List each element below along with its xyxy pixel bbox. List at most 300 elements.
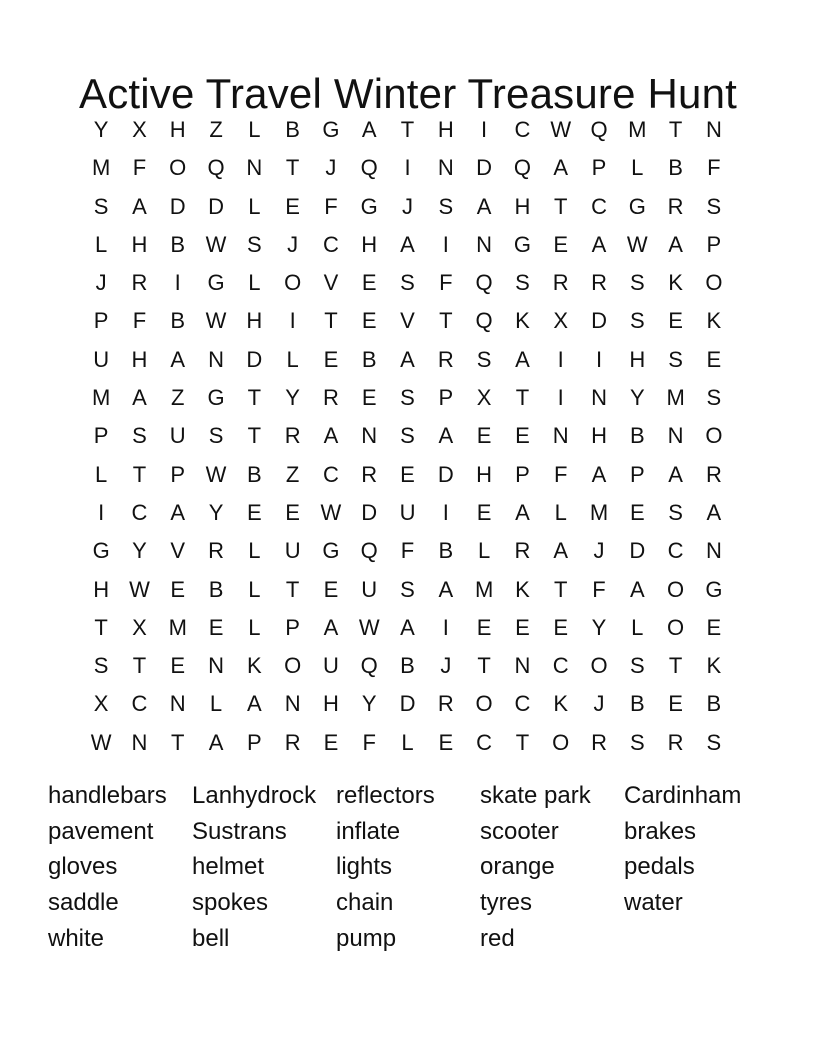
grid-cell: I (289, 308, 296, 334)
grid-cell: E (170, 576, 186, 602)
grid-cell: A (591, 231, 607, 257)
grid-cell: N (284, 691, 301, 717)
grid-cell: S (706, 385, 722, 411)
grid-cell: D (208, 193, 224, 219)
grid-cell: S (132, 423, 147, 449)
grid-cell: G (513, 231, 531, 257)
grid-cell: O (667, 576, 685, 602)
grid-cell: G (628, 193, 646, 219)
grid-cell: H (131, 346, 148, 372)
grid-cell: J (593, 538, 605, 564)
grid-cell: U (399, 499, 416, 525)
word-list-item: gloves (48, 853, 118, 881)
grid-cell: U (322, 653, 339, 679)
grid-cell: J (593, 691, 605, 717)
grid-cell: E (438, 729, 454, 755)
word-list-item: skate park (480, 782, 591, 809)
grid-cell: F (362, 729, 376, 755)
grid-cell: Y (361, 691, 377, 717)
grid-cell: V (170, 538, 186, 564)
grid-cell: T (285, 155, 300, 181)
grid-cell: R (322, 385, 339, 411)
grid-cell: Y (208, 499, 224, 525)
grid-cell: E (170, 653, 186, 679)
grid-cell: S (400, 385, 415, 411)
grid-cell: T (553, 193, 568, 219)
word-list-item: bell (192, 924, 230, 952)
grid-cell: A (438, 423, 454, 449)
grid-cell: A (476, 193, 492, 219)
grid-cell: N (591, 385, 607, 411)
grid-cell: N (208, 346, 224, 372)
grid-cell: C (514, 691, 531, 717)
grid-cell: R (437, 346, 454, 372)
grid-cell: W (205, 308, 227, 334)
grid-cell: A (629, 576, 645, 602)
grid-cell: E (476, 499, 492, 525)
grid-cell: I (442, 499, 449, 525)
grid-cell: T (439, 308, 453, 334)
grid-cell: S (208, 423, 224, 449)
grid-cell: N (361, 423, 378, 449)
grid-cell: A (132, 193, 147, 219)
grid-cell: A (706, 499, 722, 525)
grid-cell: D (361, 499, 378, 525)
grid-cell: S (246, 231, 262, 257)
grid-cell: W (626, 231, 648, 257)
grid-row (82, 647, 734, 685)
grid-cell: H (514, 193, 531, 219)
grid-cell: D (399, 691, 416, 717)
grid-cell: N (705, 117, 722, 142)
grid-cell: L (95, 461, 108, 487)
grid-cell: T (324, 308, 338, 334)
grid-cell: G (360, 193, 378, 219)
grid-cell: I (404, 155, 411, 181)
grid-cell: R (131, 270, 148, 296)
word-list-item: red (480, 924, 515, 952)
grid-cell: X (93, 691, 109, 717)
grid-cell: Y (132, 538, 147, 564)
word-list-item: orange (480, 853, 555, 881)
grid-cell: S (629, 270, 645, 296)
grid-cell: A (591, 461, 607, 487)
grid-cell: T (477, 653, 491, 679)
grid-cell: E (515, 614, 530, 640)
grid-cell: B (361, 346, 377, 372)
grid-row (82, 341, 734, 379)
word-list-item: inflate (336, 817, 401, 845)
grid-cell: K (515, 308, 530, 334)
grid-cell: E (285, 193, 300, 219)
grid-cell: H (361, 231, 378, 257)
grid-cell: N (514, 653, 531, 679)
grid-row (82, 302, 734, 340)
grid-cell: M (589, 499, 609, 525)
grid-cell: R (208, 538, 224, 564)
grid-row (82, 149, 734, 187)
grid-cell: M (91, 385, 111, 411)
word-list-item: handlebars (48, 782, 167, 809)
grid-cell: N (552, 423, 569, 449)
grid-cell: A (515, 499, 530, 525)
grid-cell: G (322, 538, 340, 564)
grid-cell: F (592, 576, 606, 602)
grid-cell: B (170, 231, 186, 257)
grid-cell: B (438, 538, 454, 564)
grid-cell: R (591, 270, 607, 296)
grid-cell: P (515, 461, 530, 487)
grid-cell: C (131, 499, 148, 525)
grid-cell: E (208, 614, 224, 640)
grid-cell: G (207, 270, 225, 296)
grid-cell: P (285, 614, 300, 640)
grid-cell: V (400, 308, 415, 334)
grid-cell: Q (360, 538, 378, 564)
grid-row (82, 379, 734, 417)
grid-cell: Y (93, 117, 109, 142)
grid-cell: Q (475, 270, 493, 296)
grid-cell: R (705, 461, 722, 487)
grid-cell: P (93, 308, 109, 334)
word-list-item: lights (336, 853, 393, 881)
grid-cell: T (668, 117, 683, 142)
grid-cell: K (668, 270, 683, 296)
grid-cell: L (631, 155, 644, 181)
word-list-item: helmet (192, 853, 265, 881)
grid-cell: M (628, 117, 647, 142)
word-list-item: tyres (480, 889, 533, 917)
grid-cell: L (209, 691, 223, 717)
grid-cell: D (246, 346, 263, 372)
grid-cell: F (324, 193, 338, 219)
grid-cell: N (131, 729, 148, 755)
grid-cell: E (323, 729, 339, 755)
grid-row (82, 571, 734, 609)
grid-cell: E (285, 499, 300, 525)
grid-cell: E (361, 270, 377, 296)
grid-cell: Q (207, 155, 225, 181)
grid-cell: I (557, 385, 564, 411)
grid-cell: T (400, 117, 415, 142)
grid-cell: T (515, 385, 530, 411)
grid-cell: S (93, 653, 109, 679)
word-list-item: pavement (48, 817, 154, 845)
grid-row (82, 724, 734, 762)
grid-cell: L (631, 614, 644, 640)
grid-cell: W (205, 231, 227, 257)
grid-cell: L (477, 538, 491, 564)
grid-cell: F (439, 270, 453, 296)
grid-cell: A (132, 385, 147, 411)
grid-cell: M (91, 155, 111, 181)
grid-cell: S (400, 576, 415, 602)
grid-cell: R (284, 423, 301, 449)
grid-cell: U (361, 576, 378, 602)
grid-cell: J (402, 193, 414, 219)
grid-cell: R (552, 270, 569, 296)
word-list-item: Lanhydrock (192, 782, 317, 809)
grid-cell: U (169, 423, 186, 449)
grid-cell: L (248, 538, 261, 564)
grid-cell: O (552, 729, 570, 755)
grid-cell: L (286, 346, 299, 372)
letter-grid (82, 111, 734, 762)
grid-cell: F (400, 538, 415, 564)
grid-cell: R (284, 729, 301, 755)
grid-cell: N (476, 231, 493, 257)
grid-cell: N (169, 691, 186, 717)
grid-cell: D (476, 155, 493, 181)
grid-cell: G (207, 385, 225, 411)
word-list-item: white (48, 924, 105, 952)
word-list-item: pump (336, 924, 397, 952)
grid-cell: O (284, 270, 302, 296)
grid-cell: A (170, 346, 186, 372)
grid-cell: B (285, 117, 300, 142)
grid-cell: J (325, 155, 337, 181)
grid-cell: S (476, 346, 492, 372)
grid-cell: D (437, 461, 454, 487)
grid-cell: E (706, 614, 722, 640)
grid-cell: M (666, 385, 685, 411)
grid-cell: S (629, 653, 645, 679)
grid-cell: Q (475, 308, 493, 334)
grid-row (82, 532, 734, 570)
grid-cell: T (171, 729, 185, 755)
grid-cell: T (668, 653, 683, 679)
grid-cell: C (131, 691, 148, 717)
grid-cell: B (629, 423, 645, 449)
grid-cell: W (205, 461, 227, 487)
grid-cell: E (361, 385, 377, 411)
word-list-item: spokes (192, 889, 269, 917)
grid-cell: S (629, 729, 645, 755)
grid-cell: D (169, 193, 186, 219)
grid-cell: H (629, 346, 646, 372)
grid-cell: E (323, 576, 339, 602)
grid-cell: T (132, 653, 147, 679)
grid-cell: A (400, 614, 415, 640)
grid-cell: L (248, 117, 261, 142)
grid-cell: X (132, 614, 147, 640)
grid-cell: N (705, 538, 722, 564)
grid-cell: G (705, 576, 723, 602)
grid-cell: J (287, 231, 299, 257)
grid-row (82, 111, 734, 149)
grid-cell: L (248, 576, 261, 602)
grid-cell: A (668, 231, 683, 257)
grid-cell: B (668, 155, 683, 181)
grid-cell: C (514, 117, 531, 142)
grid-cell: U (284, 538, 301, 564)
grid-row (82, 264, 734, 302)
grid-cell: A (361, 117, 377, 142)
grid-cell: T (247, 385, 262, 411)
grid-cell: G (92, 538, 110, 564)
word-list-item: Cardinham (624, 782, 742, 809)
grid-cell: O (590, 653, 608, 679)
word-list-item: Sustrans (192, 817, 287, 845)
grid-cell: C (322, 231, 339, 257)
grid-cell: E (553, 614, 569, 640)
grid-cell: Q (513, 155, 531, 181)
word-list-item: chain (336, 889, 394, 917)
grid-cell: O (284, 653, 302, 679)
grid-cell: S (629, 308, 645, 334)
grid-cell: E (706, 346, 722, 372)
grid-cell: E (515, 423, 530, 449)
grid-cell: T (132, 461, 147, 487)
grid-row (82, 188, 734, 226)
grid-cell: W (550, 117, 572, 142)
grid-cell: P (170, 461, 186, 487)
grid-cell: T (285, 576, 300, 602)
grid-cell: S (706, 729, 722, 755)
grid-cell: A (438, 576, 454, 602)
grid-cell: T (515, 729, 530, 755)
grid-cell: E (246, 499, 262, 525)
grid-cell: N (208, 653, 224, 679)
grid-cell: K (706, 653, 722, 679)
grid-cell: A (208, 729, 224, 755)
grid-cell: S (400, 423, 415, 449)
grid-cell: A (515, 346, 530, 372)
grid-cell: H (131, 231, 148, 257)
grid-cell: P (706, 231, 722, 257)
grid-cell: A (400, 231, 415, 257)
grid-cell: A (400, 346, 415, 372)
grid-cell: S (668, 346, 683, 372)
grid-cell: I (98, 499, 105, 525)
grid-cell: B (208, 576, 224, 602)
grid-cell: O (705, 270, 723, 296)
grid-cell: P (591, 155, 607, 181)
grid-cell: P (246, 729, 262, 755)
grid-cell: E (400, 461, 415, 487)
grid-cell: R (437, 691, 454, 717)
grid-cell: J (95, 270, 107, 296)
grid-cell: W (358, 614, 380, 640)
grid-row (82, 456, 734, 494)
grid-cell: R (667, 729, 684, 755)
grid-cell: Z (171, 385, 185, 411)
grid-cell: L (401, 729, 414, 755)
grid-row (82, 494, 734, 532)
grid-cell: Y (285, 385, 300, 411)
word-list-item: saddle (48, 889, 119, 917)
grid-cell: P (438, 385, 454, 411)
grid-cell: E (323, 346, 339, 372)
grid-cell: M (168, 614, 187, 640)
grid-cell: X (132, 117, 147, 142)
grid-cell: N (667, 423, 684, 449)
grid-cell: A (553, 538, 569, 564)
grid-cell: H (169, 117, 186, 142)
grid-cell: I (481, 117, 488, 142)
grid-cell: C (667, 538, 684, 564)
grid-cell: A (246, 691, 262, 717)
grid-cell: R (361, 461, 378, 487)
grid-cell: N (246, 155, 263, 181)
grid-cell: O (475, 691, 493, 717)
grid-cell: F (132, 155, 147, 181)
grid-cell: C (591, 193, 607, 219)
grid-cell: C (476, 729, 493, 755)
grid-cell: R (514, 538, 531, 564)
grid-cell: L (248, 193, 261, 219)
grid-row (82, 226, 734, 264)
grid-cell: Y (629, 385, 645, 411)
grid-cell: E (553, 231, 569, 257)
grid-cell: E (668, 308, 683, 334)
grid-row (82, 609, 734, 647)
grid-cell: H (437, 117, 454, 142)
grid-cell: W (320, 499, 342, 525)
grid-cell: U (93, 346, 110, 372)
grid-cell: A (170, 499, 186, 525)
grid-row (82, 685, 734, 723)
grid-cell: P (629, 461, 645, 487)
grid-cell: Q (590, 117, 608, 142)
word-list-item: pedals (624, 853, 695, 881)
grid-cell: Z (285, 461, 300, 487)
grid-cell: A (323, 614, 339, 640)
grid-cell: L (95, 231, 108, 257)
grid-cell: L (248, 614, 261, 640)
grid-cell: B (170, 308, 186, 334)
word-list-item: water (624, 889, 683, 917)
word-list-item: scooter (480, 817, 559, 845)
grid-cell: D (629, 538, 646, 564)
grid-cell: H (322, 691, 339, 717)
grid-cell: P (93, 423, 109, 449)
word-list-item: brakes (624, 817, 697, 845)
grid-cell: Z (209, 117, 223, 142)
grid-cell: Q (360, 653, 378, 679)
grid-cell: A (668, 461, 683, 487)
grid-cell: F (553, 461, 568, 487)
grid-cell: S (400, 270, 415, 296)
grid-cell: K (515, 576, 530, 602)
grid-cell: K (553, 691, 569, 717)
grid-cell: O (705, 423, 723, 449)
grid-cell: S (706, 193, 722, 219)
grid-cell: J (440, 653, 452, 679)
grid-cell: H (476, 461, 493, 487)
grid-cell: T (94, 614, 108, 640)
grid-cell: I (557, 346, 564, 372)
grid-cell: L (248, 270, 261, 296)
grid-cell: F (132, 308, 147, 334)
grid-cell: E (629, 499, 645, 525)
grid-cell: W (90, 729, 112, 755)
grid-row (82, 417, 734, 455)
grid-cell: L (554, 499, 567, 525)
grid-cell: H (246, 308, 263, 334)
grid-cell: I (442, 231, 449, 257)
grid-cell: D (591, 308, 607, 334)
word-list-item: reflectors (336, 782, 435, 809)
grid-cell: A (323, 423, 339, 449)
grid-cell: R (591, 729, 607, 755)
grid-cell: S (668, 499, 683, 525)
grid-cell: X (553, 308, 569, 334)
grid-cell: S (93, 193, 109, 219)
grid-cell: B (629, 691, 645, 717)
grid-cell: C (552, 653, 569, 679)
grid-cell: T (553, 576, 568, 602)
